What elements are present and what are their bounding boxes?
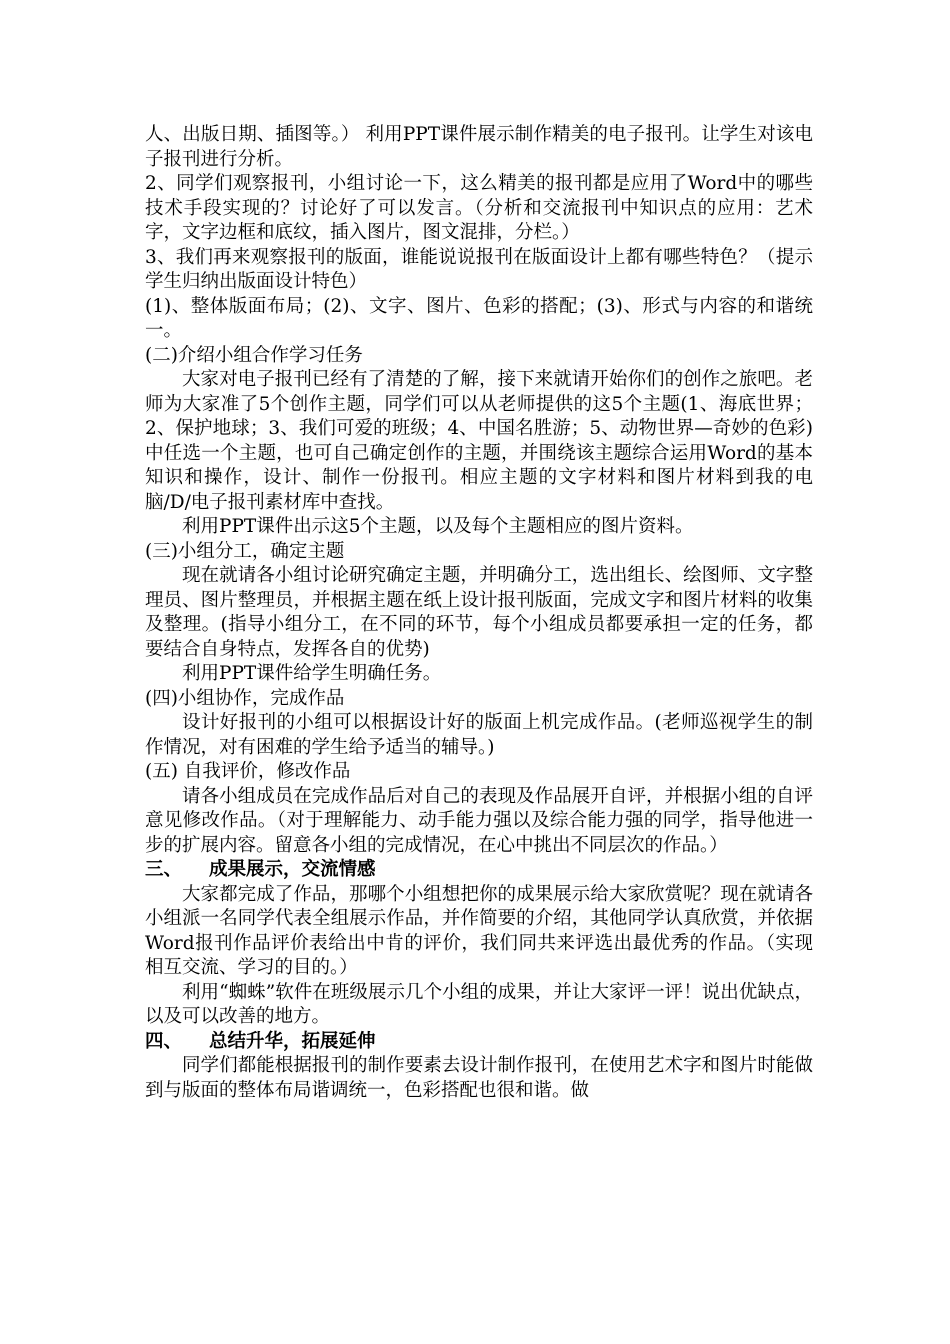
section-heading: (四)小组协作，完成作品 (145, 687, 345, 709)
paragraph: 大家对电子报刊已经有了清楚的了解，接下来就请开始你们的创作之旅吧。老师为大家准了5个创作主题，同学们可以从老师提供的这5个主题(1、海底世界；2、保护地球；3、我们可爱的班级；4、中国名胜游；5、动物世界—奇妙的色彩)中任选一个主题，也可自己确定创作的主题，并围绕该主题综合运用Word的基本知识和操作，设计、制作一份报刊。相应主题的文字材料和图片材料到我的电脑/D/电子报刊素材库中查找。 (145, 369, 813, 513)
section-heading: (二)介绍小组合作学习任务 (145, 344, 363, 366)
major-heading (145, 858, 813, 883)
paragraph: 现在就请各小组讨论研究确定主题，并明确分工，选出组长、绘图师、文字整理员、图片整理员，并根据主题在纸上设计报刊版面，完成文字和图片材料的收集及整理。(指导小组分工，在不同的环节，每个小组成员都要承担一定的任务，都要结合自身特点，发挥各自的优势) (145, 565, 813, 660)
paragraph: 2、同学们观察报刊，小组讨论一下，这么精美的报刊都是应用了Word中的哪些技术手段实现的？讨论好了可以发言。（分析和交流报刊中知识点的应用：艺术字，文字边框和底纹，插入图片，图文混排，分栏。） (145, 173, 813, 243)
paragraph: 大家都完成了作品，那哪个小组想把你的成果展示给大家欣赏呢？现在就请各小组派一名同学代表全组展示作品，并作简要的介绍，其他同学认真欣赏，并依据Word报刊作品评价表给出中肯的评价，我们同共来评选出最优秀的作品。（实现相互交流、学习的目的。） (145, 883, 813, 978)
paragraph: 利用PPT课件给学生明确任务。 (182, 663, 442, 684)
document-body (145, 123, 813, 1103)
paragraph: 请各小组成员在完成作品后对自己的表现及作品展开自评，并根据小组的自评意见修改作品。（对于理解能力、动手能力强以及综合能力强的同学，指导他进一步的扩展内容。留意各小组的完成情况，在心中挑出不同层次的作品。） (145, 785, 813, 856)
paragraph: 人、出版日期、插图等。） 利用PPT课件展示制作精美的电子报刊。让学生对该电子报刊进行分析。 (145, 124, 813, 170)
heading-text: 总结升华，拓展延伸 (209, 1030, 376, 1052)
paragraph: (1)、整体版面布局；(2)、文字、图片、色彩的搭配；(3)、形式与内容的和谐统一。 (145, 295, 813, 341)
paragraph: 利用PPT课件出示这5个主题，以及每个主题相应的图片资料。 (182, 516, 694, 537)
section-heading: (五) 自我评价，修改作品 (145, 761, 351, 782)
heading-number: 四、 (145, 1030, 183, 1052)
heading-text: 成果展示，交流情感 (209, 859, 376, 880)
paragraph: 3、我们再来观察报刊的版面，谁能说说报刊在版面设计上都有哪些特色？（提示学生归纳出版面设计特色） (145, 246, 813, 292)
paragraph: 设计好报刊的小组可以根据设计好的版面上机完成作品。(老师巡视学生的制作情况，对有困难的学生给予适当的辅导。) (145, 712, 813, 758)
heading-number: 三、 (145, 859, 183, 880)
major-heading (145, 1030, 813, 1055)
section-heading: (三)小组分工，确定主题 (145, 540, 345, 562)
paragraph: 同学们都能根据报刊的制作要素去设计制作报刊，在使用艺术字和图片时能做到与版面的整体布局谐调统一，色彩搭配也很和谐。做 (145, 1055, 813, 1101)
paragraph: 利用“蜘蛛”软件在班级展示几个小组的成果，并让大家评一评！说出优缺点，以及可以改善的地方。 (145, 981, 813, 1027)
